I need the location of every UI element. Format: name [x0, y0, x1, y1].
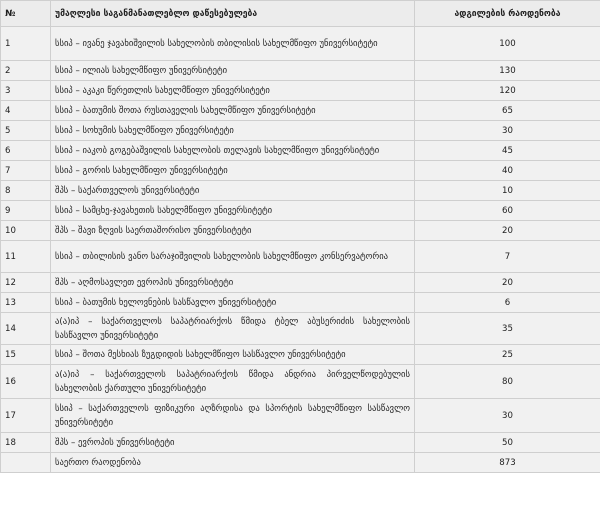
table-header-row: [1, 1, 600, 27]
row-number: 17: [1, 399, 51, 433]
row-number: 13: [1, 293, 51, 313]
places-count: 120: [415, 81, 600, 101]
table-row: [1, 399, 600, 433]
places-count: 65: [415, 101, 600, 121]
institution-name: შპს – აღმოსავლეთ ევროპის უნივერსიტეტი: [51, 273, 415, 293]
total-row: [1, 453, 600, 473]
institution-name: ა(ა)იპ – საქართველოს საპატრიარქოს წმიდა ტბელ აბუსერიძის სახელობის სასწავლო უნივერსიტეტი: [51, 313, 415, 345]
places-count: 6: [415, 293, 600, 313]
places-count: 130: [415, 61, 600, 81]
row-number: 5: [1, 121, 51, 141]
places-count: 45: [415, 141, 600, 161]
table-row: [1, 81, 600, 101]
institution-name: სსიპ – სამცხე-ჯავახეთის სახელმწიფო უნივერსიტეტი: [51, 201, 415, 221]
institution-name: სსიპ – შოთა მესხიას ზუგდიდის სახელმწიფო სასწავლო უნივერსიტეტი: [51, 345, 415, 365]
places-count: 35: [415, 313, 600, 345]
total-count: 873: [415, 453, 600, 473]
places-count: 40: [415, 161, 600, 181]
places-count: 60: [415, 201, 600, 221]
table-row: [1, 345, 600, 365]
header-number: №: [1, 1, 51, 27]
row-number: 18: [1, 433, 51, 453]
table-row: [1, 121, 600, 141]
row-number: 12: [1, 273, 51, 293]
table-row: [1, 61, 600, 81]
places-count: 30: [415, 121, 600, 141]
row-number: 2: [1, 61, 51, 81]
institution-name: სსიპ – აკაკი წერეთლის სახელმწიფო უნივერსიტეტი: [51, 81, 415, 101]
row-number: 7: [1, 161, 51, 181]
header-count: ადგილების რაოდენობა: [415, 1, 600, 27]
places-count: 7: [415, 241, 600, 273]
table-row: [1, 161, 600, 181]
row-number: 10: [1, 221, 51, 241]
table-row: [1, 365, 600, 399]
institution-name: სსიპ – ივანე ჯავახიშვილის სახელობის თბილისის სახელმწიფო უნივერსიტეტი: [51, 27, 415, 61]
places-count: 30: [415, 399, 600, 433]
table-row: [1, 433, 600, 453]
row-number: 4: [1, 101, 51, 121]
places-count: 100: [415, 27, 600, 61]
table-row: [1, 273, 600, 293]
places-count: 50: [415, 433, 600, 453]
row-number: 14: [1, 313, 51, 345]
table-row: [1, 27, 600, 61]
places-count: 25: [415, 345, 600, 365]
row-number: 9: [1, 201, 51, 221]
places-count: 10: [415, 181, 600, 201]
table-row: [1, 293, 600, 313]
institution-name: სსიპ – თბილისის ვანო სარაჯიშვილის სახელობის სახელმწიფო კონსერვატორია: [51, 241, 415, 273]
row-number: 1: [1, 27, 51, 61]
institution-name: სსიპ – ილიას სახელმწიფო უნივერსიტეტი: [51, 61, 415, 81]
institution-name: შპს – ევროპის უნივერსიტეტი: [51, 433, 415, 453]
institution-name: შპს – შავი ზღვის საერთაშორისო უნივერსიტეტი: [51, 221, 415, 241]
header-institution: უმაღლესი საგანმანათლებლო დაწესებულება: [51, 1, 415, 27]
institution-name: სსიპ – ბათუმის ხელოვნების სასწავლო უნივერსიტეტი: [51, 293, 415, 313]
table-row: [1, 201, 600, 221]
row-number: 15: [1, 345, 51, 365]
table-row: [1, 141, 600, 161]
table-row: [1, 313, 600, 345]
institution-name: სსიპ – სოხუმის სახელმწიფო უნივერსიტეტი: [51, 121, 415, 141]
table-row: [1, 221, 600, 241]
total-label: საერთო რაოდენობა: [51, 453, 415, 473]
row-number: 8: [1, 181, 51, 201]
row-number: 11: [1, 241, 51, 273]
institution-name: ა(ა)იპ – საქართველოს საპატრიარქოს წმიდა ანდრია პირველწოდებულის სახელობის ქართული უნივერსიტეტი: [51, 365, 415, 399]
institution-name: სსიპ – გორის სახელმწიფო უნივერსიტეტი: [51, 161, 415, 181]
table-row: [1, 241, 600, 273]
institution-name: სსიპ – ბათუმის შოთა რუსთაველის სახელმწიფო უნივერსიტეტი: [51, 101, 415, 121]
places-count: 20: [415, 221, 600, 241]
institution-name: სსიპ – საქართველოს ფიზიკური აღზრდისა და სპორტის სახელმწიფო სასწავლო უნივერსიტეტი: [51, 399, 415, 433]
table-row: [1, 101, 600, 121]
table-row: [1, 181, 600, 201]
row-number: 3: [1, 81, 51, 101]
places-count: 20: [415, 273, 600, 293]
institution-name: შპს – საქართველოს უნივერსიტეტი: [51, 181, 415, 201]
row-number: 16: [1, 365, 51, 399]
institution-name: სსიპ – იაკობ გოგებაშვილის სახელობის თელავის სახელმწიფო უნივერსიტეტი: [51, 141, 415, 161]
row-number: 6: [1, 141, 51, 161]
places-count: 80: [415, 365, 600, 399]
total-empty-cell: [1, 453, 51, 473]
table-body: [1, 27, 600, 473]
